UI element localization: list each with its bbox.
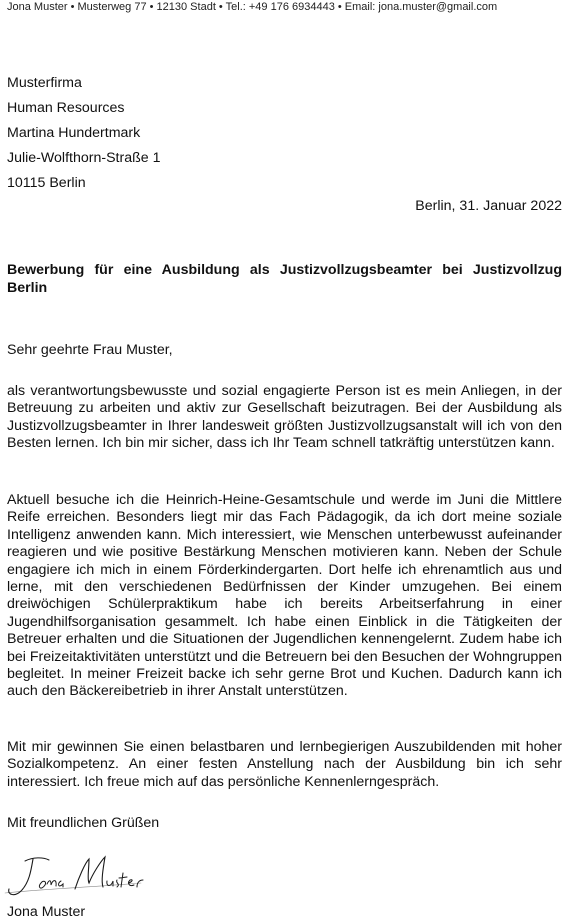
recipient-department: Human Resources: [7, 100, 125, 116]
body-paragraph-1: als verantwortungsbewusste und sozial engagierte Person ist es mein Anliegen, in der Betreuung zu arbeiten und aktiv zur Gesellschaft beizutragen. Bei der Ausbildung als Justizvollzugsbeamter in Ihrer landesweit größten Justizvollzugsanstalt will ich von den Besten lernen. Ich bin mir sicher, dass ich Ihr Team schnell tatkräftig unterstützen kann.: [7, 383, 562, 452]
recipient-city: 10115 Berlin: [7, 175, 86, 191]
body-paragraph-3: Mit mir gewinnen Sie einen belastbaren und lernbegierigen Auszubildenden mit hoher Sozialkompetenz. An einer festen Anstellung nach der Ausbildung bin ich sehr interessiert. Ich freue mich auf das persönliche Kennenlerngespräch.: [7, 739, 562, 790]
sender-contact-line: Jona Muster • Musterweg 77 • 12130 Stadt • Tel.: +49 176 6934443 • Email: jona.muster@gmail.com: [7, 1, 498, 13]
letter-subject: Bewerbung für eine Ausbildung als Justizvollzugsbeamter bei Justizvollzug Berlin: [7, 262, 562, 296]
recipient-street: Julie-Wolfthorn-Straße 1: [7, 150, 161, 166]
body-paragraph-2: Aktuell besuche ich die Heinrich-Heine-Gesamtschule und werde im Juni die Mittlere Reife erreichen. Besonders liegt mir das Fach Pädagogik, da ich dort meine soziale Intelligenz anwenden kann. Mich interessiert, wie Menschen unterbewusst aufeinander reagieren und wie positive Bestärkung Menschen motivieren kann. Neben der Schule engagiere ich mich in einem Förderkindergarten. Dort helfe ich ehrenamtlich aus und lerne, mit den verschiedenen Bedürfnissen der Kinder umzugehen. Bei einem dreiwöchigen Schülerpraktikum habe ich bereits Arbeitserfahrung in einer Jugendhilfsorganisation gesammelt. Ich habe einen Einblick in die Tätigkeiten der Betreuer erhalten und die Situationen der Jugendlichen kennengelernt. Zudem habe ich bei Freizeitaktivitäten unterstützt und die Betreuern bei den Besuchen der Wohngruppen begleitet. In meiner Freizeit backe ich sehr gerne Brot und Kuchen. Dadurch kann ich auch den Bäckereibetrieb in ihrer Anstalt unterstützen.: [7, 492, 562, 700]
recipient-address: [7, 71, 161, 196]
signer-name: Jona Muster: [7, 904, 86, 920]
handwritten-signature: [3, 853, 153, 899]
closing-phrase: Mit freundlichen Grüßen: [7, 815, 160, 831]
letter-date: Berlin, 31. Januar 2022: [415, 198, 562, 214]
recipient-company: Musterfirma: [7, 75, 82, 91]
salutation: Sehr geehrte Frau Muster,: [7, 342, 173, 358]
recipient-name: Martina Hundertmark: [7, 125, 141, 141]
